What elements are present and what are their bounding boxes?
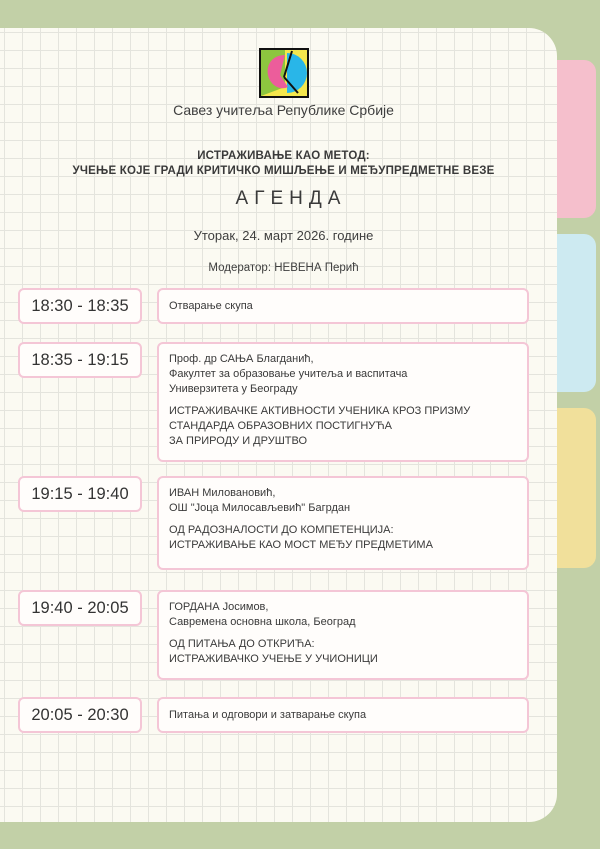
speaker-affiliation: ОШ "Јоца Милосављевић" Багрдан (169, 502, 351, 514)
talk-title: ИСТРАЖИВАЧКЕ АКТИВНОСТИ УЧЕНИКА КРОЗ ПРИЗМУ (169, 405, 471, 417)
speaker-affiliation: Факултет за образовање учитеља и васпитача (169, 368, 408, 380)
organization-logo (258, 47, 310, 99)
agenda-item-1-text: Отварање скупа (169, 299, 253, 312)
agenda-item-5-text: Питања и одговори и затварање скупа (169, 708, 367, 721)
agenda-item-3 (157, 476, 529, 570)
agenda-item-1 (157, 288, 529, 324)
talk-title: ИСТРАЖИВАЊЕ КАО МОСТ МЕЂУ ПРЕДМЕТИМА (169, 539, 433, 551)
talk-title: ЗА ПРИРОДУ И ДРУШТВО (169, 435, 308, 447)
talk-title: ОД ПИТАЊА ДО ОТКРИЋА: (169, 638, 315, 650)
talk-title: СТАНДАРДА ОБРАЗОВНИХ ПОСТИГНУЋА (169, 420, 392, 432)
talk-title: ИСТРАЖИВАЧКО УЧЕЊЕ У УЧИОНИЦИ (169, 653, 378, 665)
talk-title: ОД РАДОЗНАЛОСТИ ДО КОМПЕТЕНЦИЈА: (169, 524, 394, 536)
speaker-name: ГОРДАНА Јосимов, (169, 601, 269, 613)
agenda-time-1: 18:30 - 18:35 (18, 288, 142, 324)
agenda-time-5: 20:05 - 20:30 (18, 697, 142, 733)
organization-name: Савез учитеља Републике Србије (173, 102, 394, 118)
agenda-sheet (0, 28, 557, 822)
moderator: Модератор: НЕВЕНА Перић (208, 262, 359, 274)
event-title-line-2: УЧЕЊЕ КОЈЕ ГРАДИ КРИТИЧКО МИШЉЕЊЕ И МЕЂУПРЕДМЕТНЕ ВЕЗЕ (72, 165, 495, 177)
speaker-affiliation: Универзитета у Београду (169, 383, 298, 395)
speaker-name: ИВАН Миловановић, (169, 487, 276, 499)
agenda-item-4 (157, 590, 529, 680)
agenda-time-4: 19:40 - 20:05 (18, 590, 142, 626)
agenda-item-2 (157, 342, 529, 462)
agenda-time-2: 18:35 - 19:15 (18, 342, 142, 378)
agenda-item-5 (157, 697, 529, 733)
event-date: Уторак, 24. март 2026. године (193, 228, 374, 243)
speaker-name: Проф. др САЊА Благданић, (169, 353, 314, 365)
agenda-time-3: 19:15 - 19:40 (18, 476, 142, 512)
speaker-affiliation: Савремена основна школа, Београд (169, 616, 356, 628)
event-title-line-1: ИСТРАЖИВАЊЕ КАО МЕТОД: (197, 150, 370, 162)
agenda-heading: АГЕНДА (235, 188, 347, 209)
